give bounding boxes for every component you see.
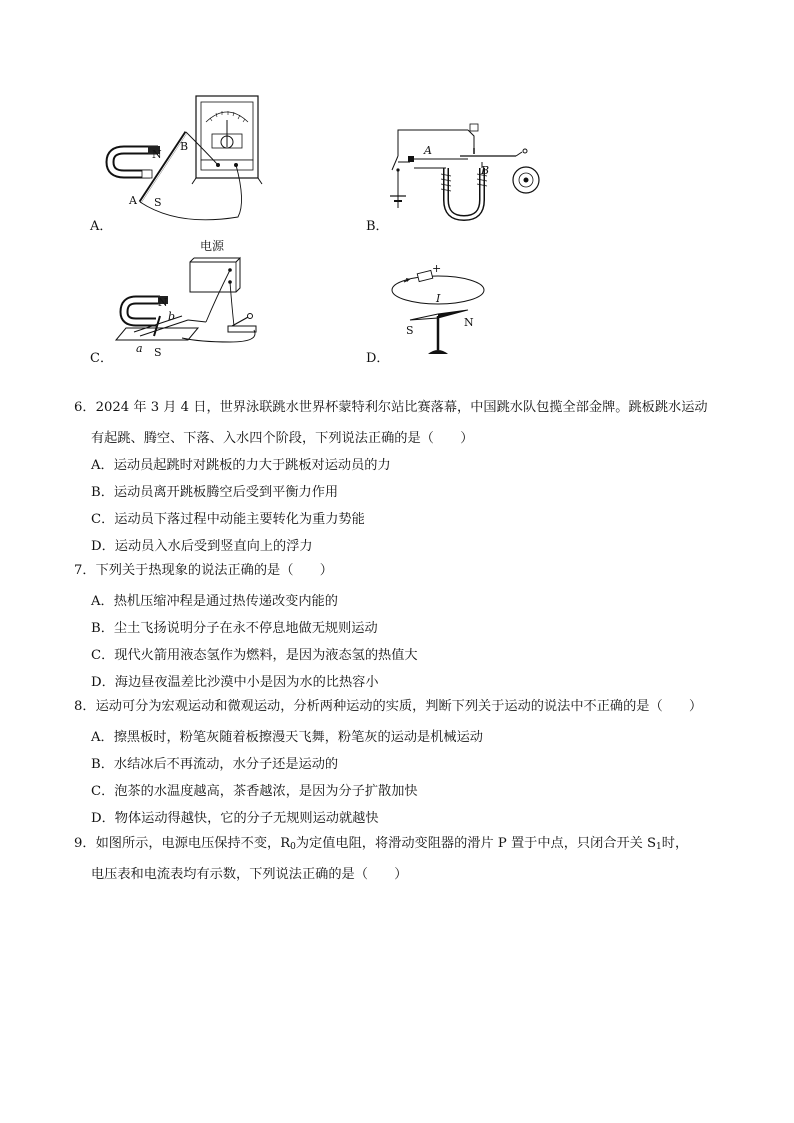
subscript: 0 — [290, 842, 296, 852]
figure-c-letter-n: N — [158, 296, 168, 309]
question-6 — [74, 394, 708, 421]
figure-d-letter-s: S — [406, 324, 414, 337]
figure-d-diagram — [388, 262, 498, 362]
figure-c-letter-b: b — [168, 310, 176, 323]
question-stem-continued: 有起跳、腾空、下落、入水四个阶段，下列说法正确的是（ ） — [91, 431, 474, 446]
figure-b-letter-b: B — [481, 164, 490, 177]
figure-a-letter-s: S — [154, 196, 162, 209]
figure-b — [388, 122, 548, 232]
figure-a-letter-n: N — [152, 148, 162, 161]
option-d: D．海边昼夜温差比沙漠中小是因为水的比热容小 — [91, 675, 379, 690]
question-stem: 如图所示，电源电压保持不变，R — [95, 836, 291, 851]
option-b: B．尘土飞扬说明分子在永不停息地做无规则运动 — [91, 621, 378, 636]
figure-a-letter-a: A — [129, 194, 137, 207]
figure-c-diagram — [110, 238, 270, 360]
subscript: 1 — [656, 842, 662, 852]
figure-a-letter-b: B — [180, 140, 189, 153]
figure-d-letter-i: I — [436, 292, 441, 305]
option-a: A．热机压缩冲程是通过热传递改变内能的 — [91, 594, 338, 609]
question-stem: 运动可分为宏观运动和微观运动，分析两种运动的实质，判断下列关于运动的说法中不正确的是（ ） — [95, 699, 703, 714]
figure-d-letter-n: N — [464, 316, 474, 329]
question-stem: 下列关于热现象的说法正确的是（ ） — [95, 563, 333, 578]
option-b: B．运动员离开跳板腾空后受到平衡力作用 — [91, 485, 339, 500]
question-stem-mid: 为定值电阻，将滑动变阻器的滑片 P 置于中点，只闭合开关 S — [295, 836, 657, 851]
option-d: D．运动员入水后受到竖直向上的浮力 — [91, 539, 313, 554]
option-b: B．水结冰后不再流动，水分子还是运动的 — [91, 757, 339, 772]
figure-d — [388, 262, 498, 362]
figure-a-diagram — [88, 92, 288, 232]
question-stem-end: 时， — [661, 836, 689, 851]
question-9 — [74, 830, 688, 861]
question-number: 8． — [74, 699, 96, 714]
figure-a-label: A． — [90, 219, 113, 234]
figure-b-label: B． — [366, 219, 389, 234]
figure-c-title: 电源 — [200, 239, 225, 253]
figure-c-letter-s: S — [154, 346, 162, 359]
question-number: 9． — [74, 836, 96, 851]
figure-d-plus: + — [432, 262, 442, 275]
option-a: A．运动员起跳时对跳板的力大于跳板对运动员的力 — [91, 458, 391, 473]
option-c: C．泡茶的水温度越高，茶香越浓，是因为分子扩散加快 — [91, 784, 418, 799]
option-c: C．运动员下落过程中动能主要转化为重力势能 — [91, 512, 365, 527]
option-c: C．现代火箭用液态氢作为燃料，是因为液态氢的热值大 — [91, 648, 418, 663]
question-8 — [74, 693, 702, 720]
figure-b-diagram — [388, 122, 548, 232]
figure-c-letter-a: a — [136, 342, 143, 355]
question-number: 7． — [74, 563, 96, 578]
figure-c — [110, 238, 270, 360]
option-a: A．擦黑板时，粉笔灰随着板擦漫天飞舞，粉笔灰的运动是机械运动 — [91, 730, 483, 745]
figure-c-label: C． — [90, 351, 113, 366]
figure-a — [88, 92, 288, 232]
question-stem-continued: 电压表和电流表均有示数，下列说法正确的是（ ） — [91, 867, 408, 882]
figure-d-label: D． — [366, 351, 390, 366]
option-d: D．物体运动得越快，它的分子无规则运动就越快 — [91, 811, 379, 826]
question-number: 6． — [74, 400, 96, 415]
question-7 — [74, 557, 333, 584]
question-stem: 2024 年 3 月 4 日，世界泳联跳水世界杯蒙特利尔站比赛落幕，中国跳水队包揽全部金牌。跳板跳水运动 — [95, 400, 708, 415]
figure-b-letter-a: A — [424, 144, 432, 157]
